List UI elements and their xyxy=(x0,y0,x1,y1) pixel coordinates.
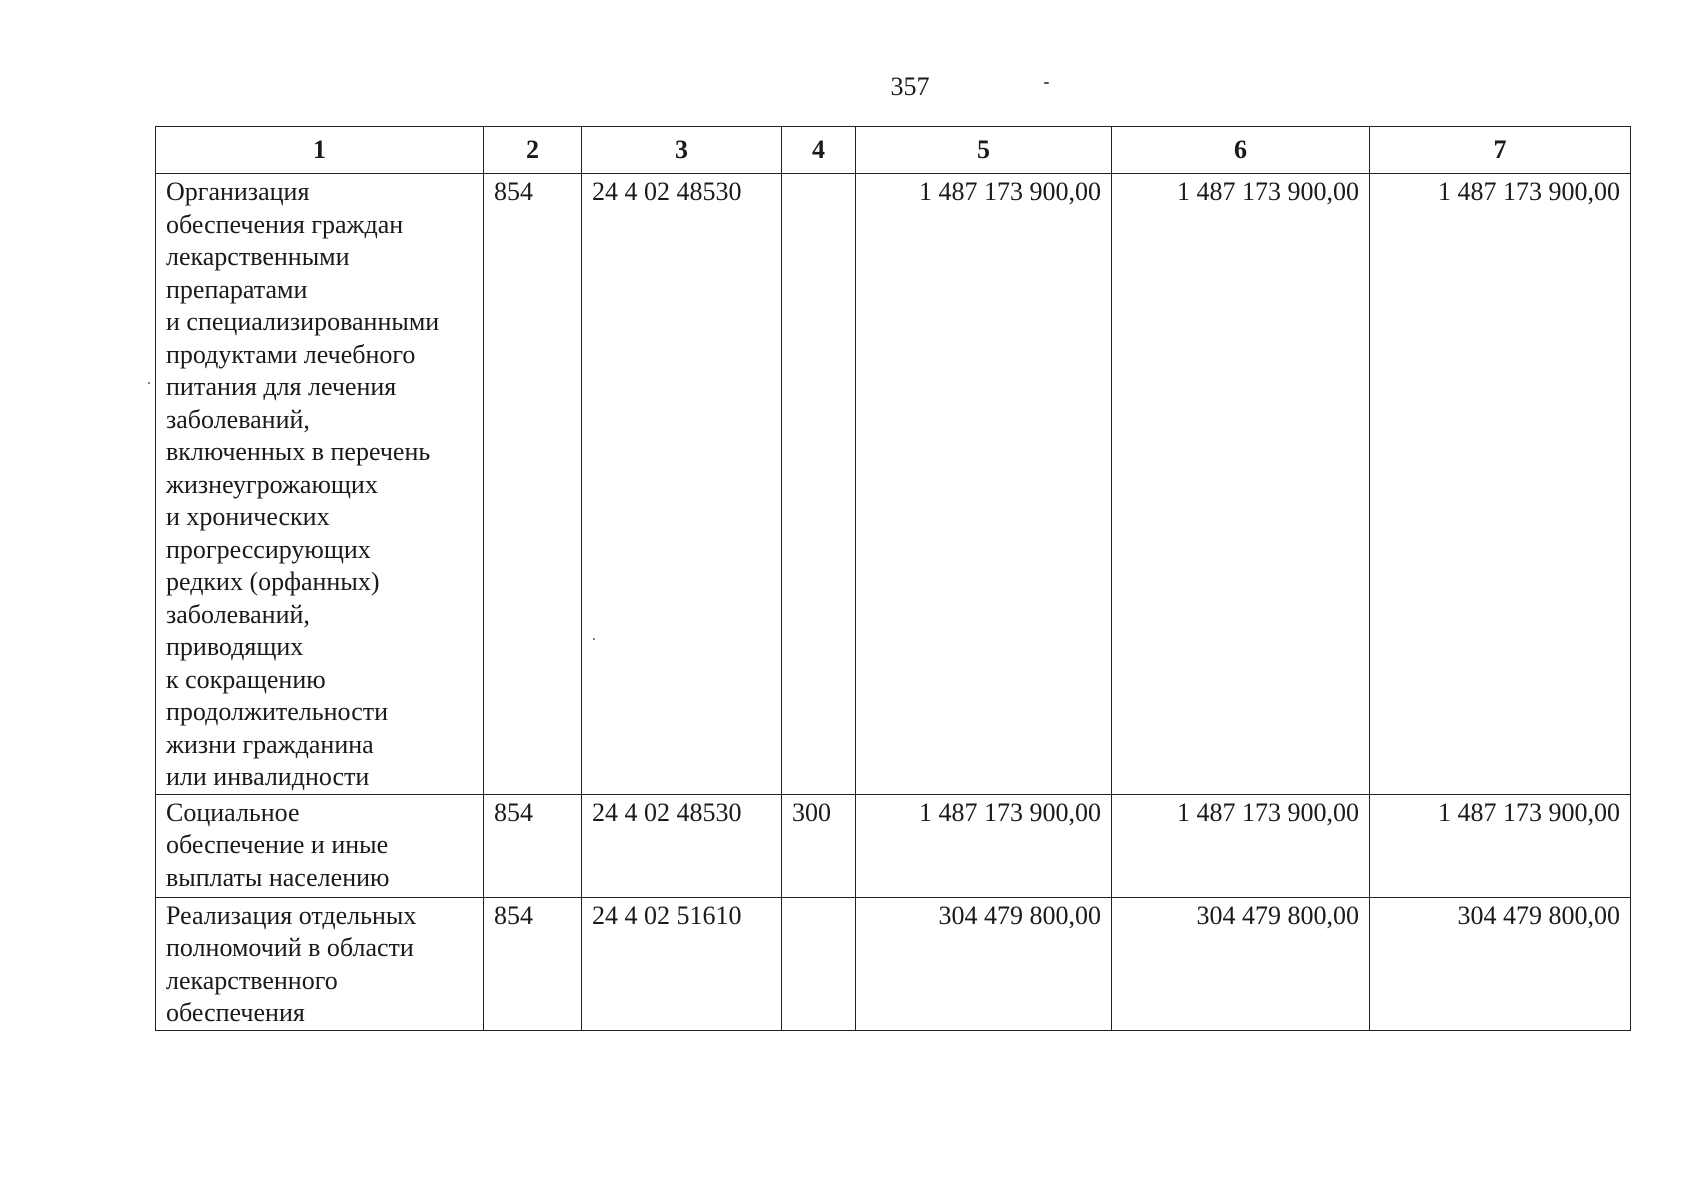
amount-col6-cell: 1 487 173 900,00 xyxy=(1112,174,1370,795)
amount-col5-cell: 1 487 173 900,00 xyxy=(856,174,1112,795)
scan-speck xyxy=(148,382,150,384)
ministry-code-cell: 854 xyxy=(484,794,582,897)
column-header-1: 1 xyxy=(156,127,484,174)
column-header-4: 4 xyxy=(782,127,856,174)
amount-col7-cell: 1 487 173 900,00 xyxy=(1370,794,1631,897)
column-header-3: 3 xyxy=(582,127,782,174)
row-name-cell: Реализация отдельных полномочий в области лекарственного обеспечения xyxy=(156,897,484,1030)
column-header-6: 6 xyxy=(1112,127,1370,174)
row-name-cell: Социальное обеспечение и иные выплаты населению xyxy=(156,794,484,897)
table-row xyxy=(156,174,1631,795)
page-number: 357 xyxy=(890,72,930,101)
target-article-cell: 24 4 02 48530 xyxy=(582,794,782,897)
amount-col7-cell: 1 487 173 900,00 xyxy=(1370,174,1631,795)
target-article-cell: 24 4 02 51610 xyxy=(582,897,782,1030)
target-article-cell: 24 4 02 48530 xyxy=(582,174,782,795)
scan-speck xyxy=(593,638,595,640)
amount-col6-cell: 304 479 800,00 xyxy=(1112,897,1370,1030)
scan-speck xyxy=(1044,82,1049,84)
expense-type-cell: 300 xyxy=(782,794,856,897)
header-row xyxy=(156,127,1631,174)
column-header-7: 7 xyxy=(1370,127,1631,174)
amount-col7-cell: 304 479 800,00 xyxy=(1370,897,1631,1030)
amount-col5-cell: 1 487 173 900,00 xyxy=(856,794,1112,897)
amount-col6-cell: 1 487 173 900,00 xyxy=(1112,794,1370,897)
budget-table xyxy=(155,126,1631,1031)
table-row xyxy=(156,794,1631,897)
expense-type-cell xyxy=(782,897,856,1030)
table-row xyxy=(156,897,1631,1030)
column-header-2: 2 xyxy=(484,127,582,174)
ministry-code-cell: 854 xyxy=(484,897,582,1030)
row-name-cell: Организация обеспечения граждан лекарственными препаратами и специализированными продуктами лечебного питания для лечения заболеваний, включенных в перечень жизнеугрожающих и хронических прогрессирующих редких (орфанных) заболеваний, приводящих к сокращению продолжительности жизни гражданина или инвалидности xyxy=(156,174,484,795)
amount-col5-cell: 304 479 800,00 xyxy=(856,897,1112,1030)
expense-type-cell xyxy=(782,174,856,795)
ministry-code-cell: 854 xyxy=(484,174,582,795)
column-header-5: 5 xyxy=(856,127,1112,174)
